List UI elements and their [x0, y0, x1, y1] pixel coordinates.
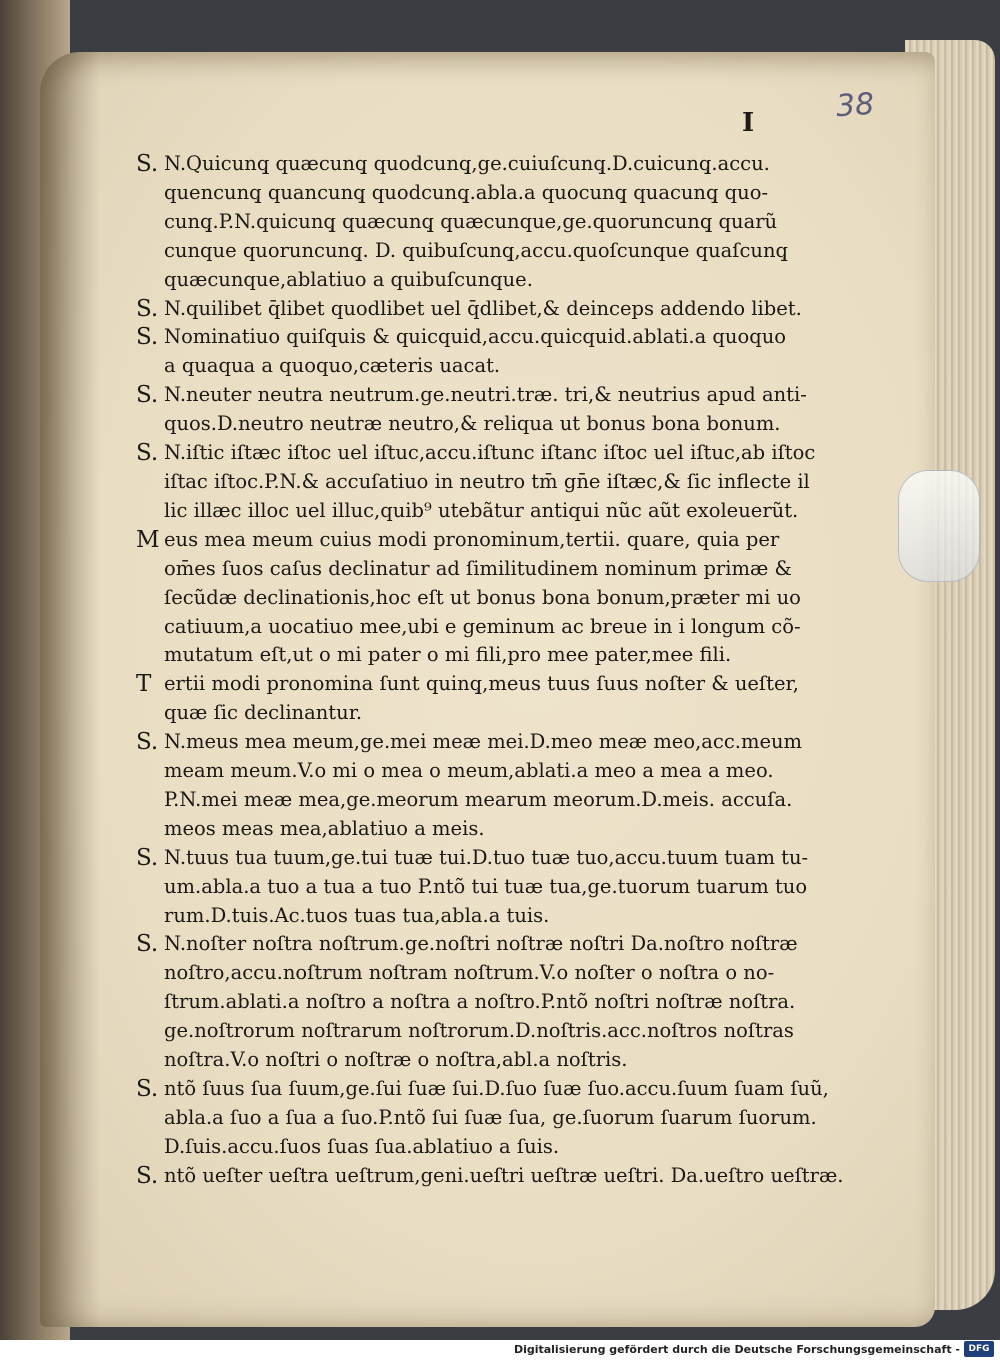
- text-line: abla.a ſuo a ſua a ſuo.P.ntõ ſui ſuæ ſua, ge.ſuorum ſuarum ſuorum.: [164, 1105, 817, 1129]
- text-entry: [136, 150, 826, 295]
- text-line: N.neuter neutra neutrum.ge.neutri.træ. tri,& neutrius apud anti-: [164, 383, 807, 407]
- text-line: ſtrum.ablati.a noſtro a noſtra a noſtro.P.ntõ noſtri noſtræ noſtra.: [164, 990, 796, 1014]
- text-entry: [136, 728, 826, 844]
- text-line: mutatum eſt,ut o mi pater o mi fili,pro mee pater,mee fili.: [164, 643, 732, 667]
- entry-lead: S.: [136, 151, 159, 177]
- text-line: D.ſuis.accu.ſuos ſuas ſua.ablatiuo a ſuis.: [164, 1134, 560, 1158]
- text-line: N.noſter noſtra noſtrum.ge.noſtri noſtræ noſtri Da.noſtro noſtræ: [164, 932, 798, 956]
- entry-lead: S.: [136, 729, 159, 756]
- bookmark-clip: [898, 470, 980, 582]
- text-line: ſecũdæ declinationis,hoc eſt ut bonus bona bonum,præter mi uo: [164, 585, 801, 609]
- text-line: iſtac iſtoc.P.N.& accuſatiuo in neutro tm̄ gn̄e iſtæc,& ſic inflecte il: [164, 469, 810, 493]
- text-line: ge.noſtrorum noſtrarum noſtrorum.D.noſtris.acc.noſtros noſtras: [164, 1019, 794, 1043]
- text-line: quæcunque,ablatiuo a quibuſcunque.: [164, 267, 533, 291]
- text-entry: [136, 1075, 829, 1162]
- text-entry: [136, 1162, 844, 1191]
- text-line: meos meas mea,ablatiuo a meis.: [164, 816, 485, 840]
- entry-lead: S.: [136, 324, 159, 351]
- text-line: um.abla.a tuo a tua a tuo P.ntõ tui tuæ tua,ge.tuorum tuarum tuo: [164, 874, 808, 898]
- text-line: a quaqua a quoquo,cæteris uacat.: [164, 354, 501, 378]
- text-entry: [136, 323, 826, 381]
- text-line: quencunq̧ quancunq̧ quodcunq̧.abla.a quocunq̧ quacunq̧ quo-: [164, 180, 769, 204]
- text-line: quæ ſic declinantur.: [164, 701, 363, 725]
- text-line: catiuum,a uocatiuo mee,ubi e geminum ac breue in i longum cõ-: [164, 614, 801, 638]
- entry-lead: M: [136, 526, 160, 553]
- text-line: om̄es ſuos caſus declinatur ad ſimilitudinem nominum primæ &: [164, 556, 792, 580]
- entry-lead: S.: [136, 295, 159, 322]
- text-entry: [136, 439, 826, 526]
- text-line: Nominatiuo quiſquis & quicquid,accu.quicquid.ablati.a quoquo: [164, 325, 786, 349]
- text-line: cunq̧.P.N.quicunq̧ quæcunq̧ quæcunque,ge.quoruncunq̧ quarũ: [164, 209, 778, 233]
- text-line: N.iſtic iſtæc iſtoc uel iſtuc,accu.iſtunc iſtanc iſtoc uel iſtuc,ab iſtoc: [164, 441, 816, 465]
- text-line: noſtro,accu.noſtrum noſtram noſtrum.V.o noſter o noſtra o no-: [164, 961, 775, 985]
- text-line: P.N.mei meæ mea,ge.meorum mearum meorum.D.meis. accuſa.: [164, 787, 793, 811]
- text-entry: [136, 381, 826, 439]
- text-entry: [136, 670, 826, 728]
- text-line: ntõ ueſter ueſtra ueſtrum,geni.ueſtri ueſtræ ueſtri. Da.ueſtro ueſtræ.: [164, 1163, 844, 1187]
- text-line: rum.D.tuis.Ac.tuos tuas tua,abla.a tuis.: [164, 903, 550, 927]
- text-line: N.quilibet q̄libet quodlibet uel q̄dlibet,& deinceps addendo libet.: [164, 296, 802, 320]
- text-entry: [136, 930, 826, 1075]
- entry-lead: S.: [136, 931, 159, 958]
- text-block: [136, 150, 844, 1191]
- text-line: noſtra.V.o noſtri o noſtræ o noſtra,abl.a noſtris.: [164, 1048, 628, 1072]
- text-entry: [136, 295, 826, 324]
- text-line: quos.D.neutro neutræ neutro,& reliqua ut bonus bona bonum.: [164, 412, 781, 436]
- text-line: ertii modi pronomina ſunt quinq̧,meus tuus ſuus noſter & ueſter,: [164, 672, 799, 696]
- dfg-logo: DFG: [964, 1341, 994, 1357]
- text-line: cunque quoruncunq̧. D. quibuſcunq̧,accu.quoſcunque quaſcunq̧: [164, 238, 788, 262]
- text-line: N.tuus tua tuum,ge.tui tuæ tui.D.tuo tuæ tuo,accu.tuum tuam tu-: [164, 845, 809, 869]
- footer-credit: Digitalisierung gefördert durch die Deutsche Forschungsgemeinschaft -: [513, 1343, 960, 1356]
- folio-annotation: 38: [834, 86, 876, 125]
- text-entry: [136, 526, 826, 671]
- text-line: N.Quicunq̧ quæcunq̧ quodcunq̧,ge.cuiuſcunq̧.D.cuicunq̧.accu.: [164, 152, 770, 175]
- entry-lead: T: [136, 671, 152, 698]
- text-line: ntõ ſuus ſua ſuum,ge.ſui ſuæ ſui.D.ſuo ſuæ ſuo.accu.ſuum ſuam ſuũ,: [164, 1077, 829, 1100]
- text-line: lic illæc illoc uel illuc,quib⁹ utebãtur antiqui nũc aũt exoleuerũt.: [164, 498, 799, 522]
- entry-lead: S.: [136, 1162, 159, 1189]
- entry-lead: S.: [136, 1076, 159, 1102]
- text-line: N.meus mea meum,ge.mei meæ mei.D.meo meæ meo,acc.meum: [164, 730, 803, 754]
- entry-lead: S.: [136, 440, 159, 467]
- text-line: eus mea meum cuius modi pronominum,tertii. quare, quia per: [164, 527, 780, 551]
- entry-lead: S.: [136, 382, 159, 409]
- text-entry: [136, 844, 826, 931]
- signature-mark: I: [742, 108, 755, 138]
- text-line: meam meum.V.o mi o mea o meum,ablati.a meo a mea a meo.: [164, 759, 774, 783]
- entry-lead: S.: [136, 844, 159, 871]
- spine-shadow: [40, 52, 100, 1327]
